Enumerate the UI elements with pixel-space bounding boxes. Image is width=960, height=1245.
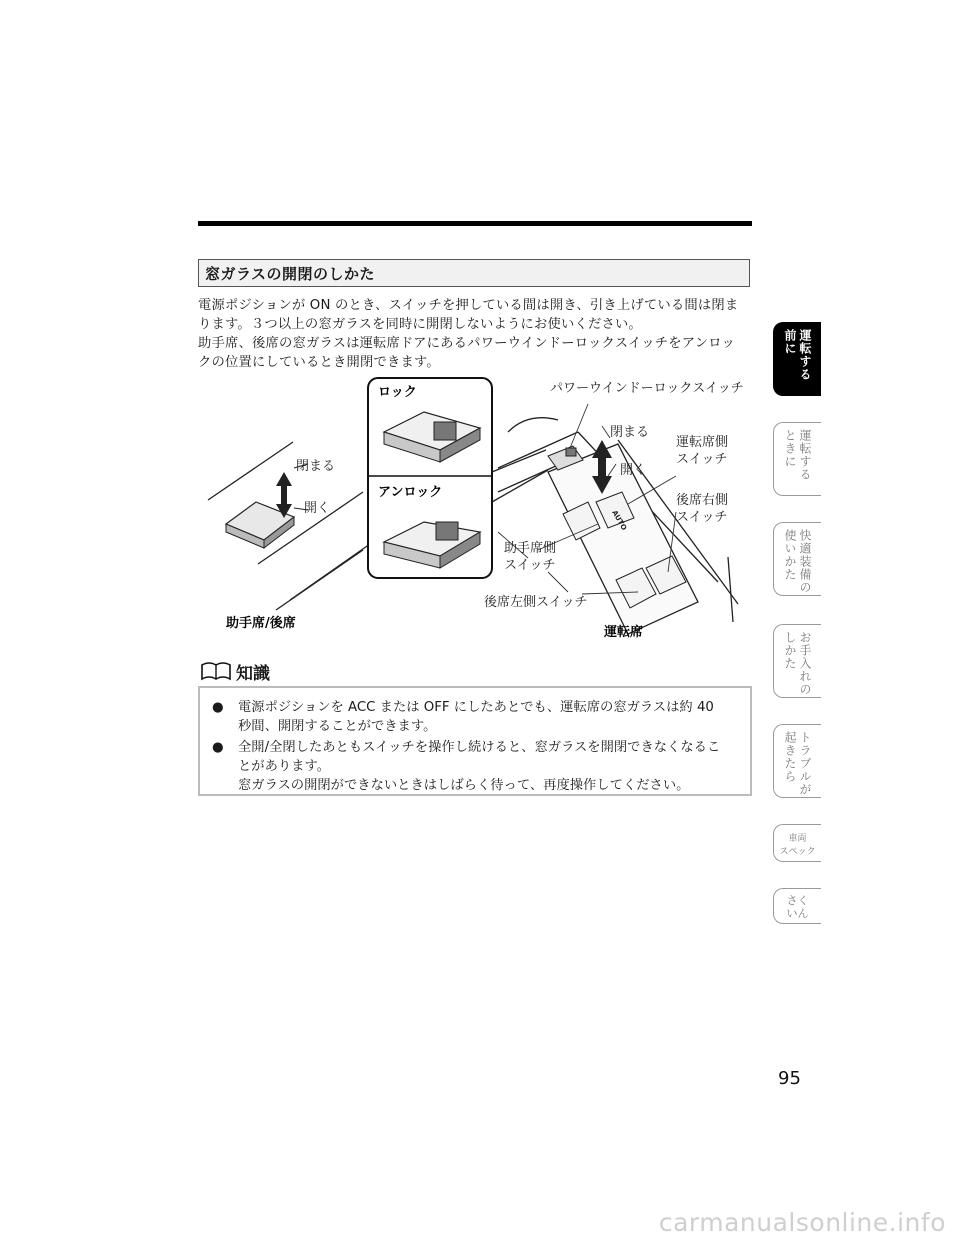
close-label-left: 閉まる	[296, 459, 336, 474]
switch-illustration	[198, 372, 758, 654]
tab-label: 起きたら	[783, 731, 797, 783]
knowledge-line: 窓ガラスの開閉ができないときはしばらく待って、再度操作してください。	[238, 778, 690, 793]
page-number: 95	[778, 1068, 801, 1089]
passenger-switch-label-line2: スイッチ	[504, 558, 556, 573]
rear-right-switch-label-line1: 後席右側	[676, 493, 729, 508]
knowledge-line: とがあります。	[238, 759, 331, 774]
caption-passenger-rear: 助手席/後席	[226, 616, 296, 631]
tab-label: 運転する	[798, 329, 812, 381]
section-header	[198, 259, 750, 287]
tab-maintenance[interactable]	[773, 624, 821, 698]
knowledge-line: 秒間、開閉することができます。	[238, 719, 437, 734]
tab-troubleshooting[interactable]	[773, 724, 821, 798]
tab-label: スペック	[779, 846, 816, 857]
knowledge-item	[212, 738, 732, 795]
caption-driver: 運転席	[604, 625, 644, 640]
driver-switch-label-line1: 運転席側	[676, 435, 729, 450]
body-text	[198, 296, 758, 372]
tab-vehicle-specs[interactable]	[773, 824, 821, 862]
book-icon	[200, 660, 232, 682]
tab-label: さく	[786, 894, 809, 907]
tab-before-driving[interactable]	[773, 322, 821, 396]
watermark: carmanualsonline.info	[658, 1208, 946, 1237]
section-title: 窓ガラスの開閉のしかた	[205, 265, 376, 283]
unlock-label: アンロック	[378, 485, 443, 500]
tab-label: いん	[786, 907, 809, 920]
tab-label: 車両	[788, 833, 807, 844]
tab-label: ときに	[783, 429, 797, 468]
driver-switch-label-line2: スイッチ	[676, 452, 728, 467]
knowledge-box	[198, 686, 752, 796]
tab-comfort-features[interactable]	[773, 522, 821, 596]
rear-right-switch-label-line2: スイッチ	[676, 510, 728, 525]
tab-label: お手入れの	[798, 631, 812, 696]
knowledge-item	[212, 698, 732, 736]
rear-left-switch-label: 後席左側スイッチ	[484, 595, 588, 610]
tab-label: トラブルが	[798, 731, 812, 796]
power-window-lock-switch-label: パワーウインドーロックスイッチ	[550, 381, 744, 396]
passenger-switch-label-line1: 助手席側	[504, 541, 557, 556]
tab-while-driving[interactable]	[773, 422, 821, 496]
auto-mark: AUTO	[610, 509, 629, 532]
body-line: クの位置にしているとき開閉できます。	[198, 355, 440, 370]
lock-label: ロック	[378, 385, 417, 400]
tab-index[interactable]	[773, 888, 821, 924]
bullet-icon: ●	[212, 740, 224, 755]
tab-label: しかた	[783, 631, 797, 670]
knowledge-title: 知識	[236, 663, 270, 684]
open-label-right: 開く	[620, 463, 647, 478]
close-label-right: 閉まる	[610, 425, 650, 440]
body-line: ります。３つ以上の窓ガラスを同時に開閉しないようにお使いください。	[198, 317, 642, 332]
tab-label: 運転する	[798, 429, 812, 481]
open-label-left: 開く	[304, 501, 331, 516]
bullet-icon: ●	[212, 700, 224, 715]
body-line: 電源ポジションが ON のとき、スイッチを押している間は開き、引き上げている間は閉ま	[198, 298, 739, 313]
knowledge-line: 電源ポジションを ACC または OFF にしたあとでも、運転席の窓ガラスは約 40	[238, 700, 714, 715]
window-switch-figure	[198, 372, 758, 654]
tab-label: 使いかた	[783, 529, 797, 581]
knowledge-header	[200, 658, 270, 684]
body-line: 助手席、後席の窓ガラスは運転席ドアにあるパワーウインドーロックスイッチをアンロッ	[198, 336, 735, 351]
tab-label: 快適装備の	[798, 529, 812, 594]
top-rule	[198, 221, 752, 226]
tab-label: 前に	[783, 329, 797, 355]
knowledge-line: 全開/全閉したあともスイッチを操作し続けると、窓ガラスを開閉できなくなるこ	[238, 740, 721, 755]
